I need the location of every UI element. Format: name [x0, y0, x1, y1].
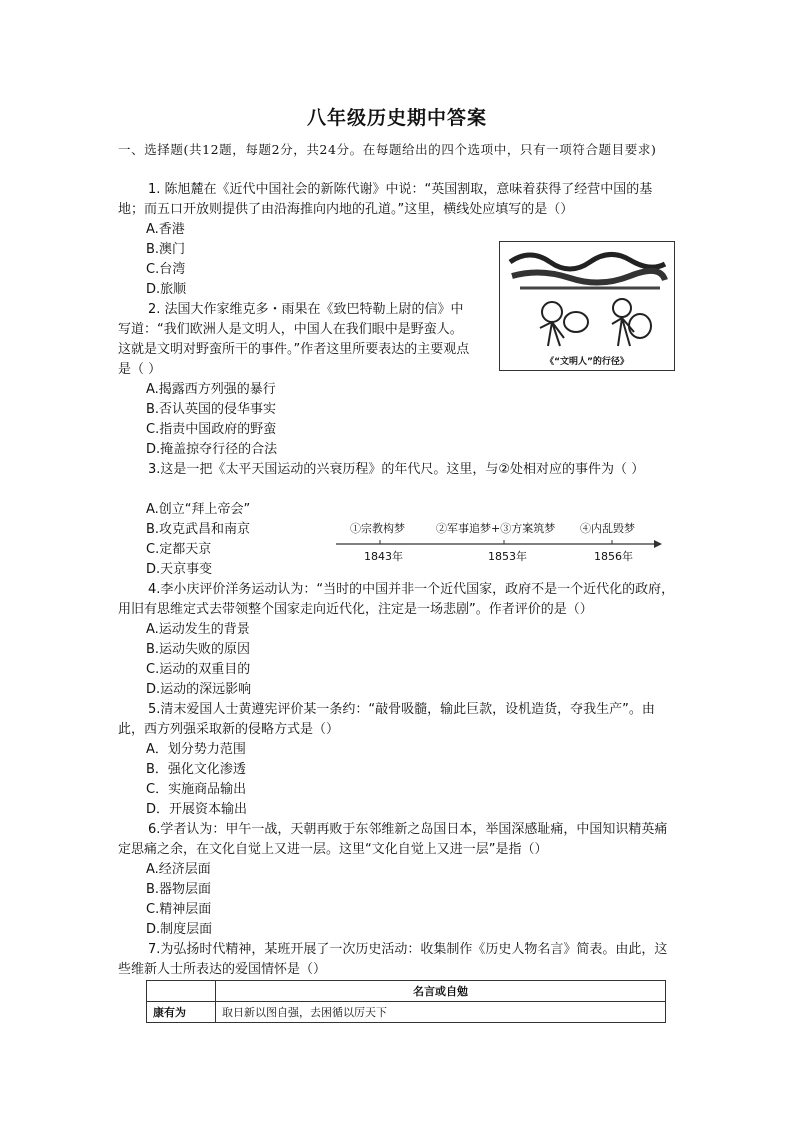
page-title: 八年级历史期中答案: [306, 107, 487, 129]
question-stem: 3.这是一把《太平天国运动的兴衰历程》的年代尺。这里，与②处相对应的事件为（ ）: [148, 462, 645, 477]
question-stem: 4.李小庆评价洋务运动认为：“当时的中国并非一个近代国家，政府不是一个近代化的政府，用旧有思维定式去带领整个国家走向近代化，注定是一场悲剧”。作者评价的是（）: [118, 582, 675, 617]
option-a: A.运动发生的背景: [146, 622, 250, 637]
question-stem: 2. 法国大作家维克多・雨果在《致巴特勒上尉的信》中写道：“我们欧洲人是文明人，中国人在我们眼中是野蛮人。这就是文明对野蛮所干的事件。”作者这里所要表达的主要观点是（ ）: [118, 302, 470, 377]
question-3: [118, 460, 678, 480]
question-6: [118, 820, 678, 860]
option-c: C.指责中国政府的野蛮: [146, 422, 277, 437]
timeline-year: 1853年: [488, 550, 527, 563]
question-2: [118, 300, 472, 380]
table-header-row: [147, 981, 666, 1002]
option-c: C.定都天京: [146, 542, 212, 557]
timeline-year: 1856年: [594, 550, 633, 563]
question-stem: 6.学者认为：甲午一战，天朝再败于东邻维新之岛国日本，举国深感耻痛，中国知识精英痛定思痛之余，在文化自觉上又进一层。这里“文化自觉上又进一层”是指（）: [118, 822, 668, 857]
table-row: [147, 1002, 666, 1023]
question-stem: 1. 陈旭麓在《近代中国社会的新陈代谢》中说：“英国割取，意味着获得了经营中国的基地；而五口开放则提供了由沿海推向内地的孔道。”这里，横线处应填写的是（）: [118, 182, 653, 217]
option-d: D.旅顺: [146, 282, 187, 297]
timeline-year: 1843年: [364, 550, 403, 563]
cartoon-image: [499, 241, 675, 371]
option-d: D.运动的深远影响: [146, 682, 252, 697]
option-b: B.否认英国的侵华事实: [146, 402, 277, 417]
timeline-label: ④内乱毁梦: [580, 522, 635, 535]
question-5: [118, 700, 678, 740]
option-b: B.攻克武昌和南京: [146, 522, 251, 537]
question-4: [118, 580, 678, 620]
option-b: B.运动失败的原因: [146, 642, 251, 657]
timeline-label: ①宗教构梦: [350, 522, 405, 535]
quote-table: [146, 980, 666, 1023]
option-a: A.揭露西方列强的暴行: [146, 382, 276, 397]
figure-caption: 《“文明人”的行径》: [545, 357, 629, 367]
option-b: B.器物层面: [146, 882, 212, 897]
question-7: [118, 940, 678, 980]
table-cell: [147, 981, 216, 1002]
option-c: C.精神层面: [146, 902, 212, 917]
option-a: A.香港: [146, 222, 185, 237]
option-d: D.掩盖掠夺行径的合法: [146, 442, 278, 457]
timeline-label: ②军事追梦+③方案筑梦: [436, 522, 556, 535]
question-stem: 5.清末爱国人士黄遵宪评价某一条约：“敲骨吸髓，输此巨款，设机造货，夺我生产”。由此，西方列强采取新的侵略方式是（）: [118, 702, 655, 737]
option-d: D.制度层面: [146, 922, 213, 937]
timeline: [336, 520, 666, 570]
option-c: C．实施商品输出: [146, 782, 247, 797]
option-c: C.台湾: [146, 262, 186, 277]
section-heading: 一、选择题(共12题，每题2分，共24分。在每题给出的四个选项中，只有一项符合题目要求): [118, 142, 657, 157]
option-a: A.创立“拜上帝会”: [146, 502, 251, 517]
option-c: C.运动的双重目的: [146, 662, 251, 677]
option-b: B.澳门: [146, 242, 186, 257]
table-header: 名言或自勉: [216, 981, 666, 1002]
option-a: A.经济层面: [146, 862, 211, 877]
option-b: B．强化文化渗透: [146, 762, 246, 777]
option-d: D．开展资本输出: [146, 802, 248, 817]
option-a: A．划分势力范围: [146, 742, 246, 757]
question-stem: 7.为弘扬时代精神，某班开展了一次历史活动：收集制作《历史人物名言》简表。由此，这些维新人士所表达的爱国情怀是（）: [118, 942, 668, 977]
option-d: D.天京事变: [146, 562, 213, 577]
table-cell-name: 康有为: [147, 1002, 216, 1023]
cartoon-drawing: [500, 242, 674, 352]
table-cell-quote: 取日新以图自强，去困循以厉天下: [216, 1002, 666, 1023]
question-1: [118, 180, 678, 220]
